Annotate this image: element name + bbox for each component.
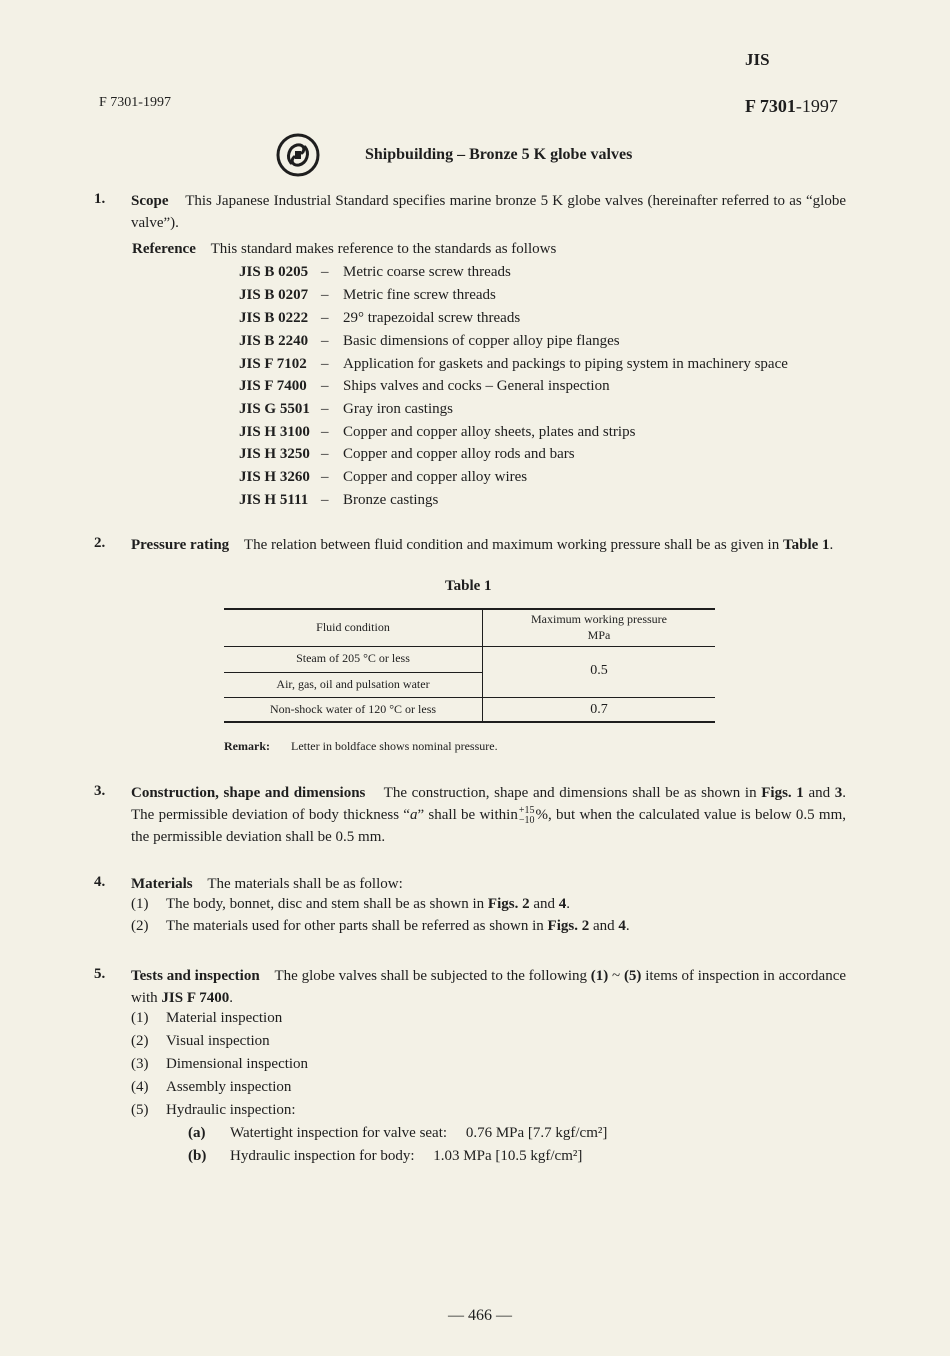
table-cell-pressure: 0.5 (590, 663, 608, 678)
reference-row (239, 401, 453, 418)
reference-row (239, 424, 635, 441)
section-heading-scope: Scope (131, 193, 169, 209)
tolerance-lower: −10 (518, 814, 535, 826)
table-rule (224, 646, 715, 647)
section-text-construction: ” shall be within (417, 807, 518, 823)
sub-list-item (188, 1125, 607, 1142)
reference-text: This standard makes reference to the standards as follows (210, 241, 557, 257)
section-text-pressure-end: . (829, 537, 834, 553)
reference-row (239, 264, 511, 281)
sub-list-item-number: (a) (188, 1125, 206, 1141)
list-item (131, 1102, 296, 1119)
figure-reference: Figs. 2 (487, 896, 530, 912)
list-item-number: (2) (131, 1033, 149, 1049)
list-item-text: Dimensional inspection (166, 1056, 309, 1072)
list-item-text: The materials used for other parts shall be referred as shown in (166, 918, 544, 934)
reference-dash: – (321, 424, 329, 440)
section-scope (131, 190, 846, 234)
tolerance (519, 806, 535, 826)
section-number-construction: 3. (94, 783, 106, 799)
section-text-construction: and (808, 785, 831, 801)
figure-reference: 4 (558, 896, 567, 912)
list-item (131, 1079, 291, 1096)
reference-row (239, 356, 788, 373)
table-header-fluid: Fluid condition (316, 620, 390, 634)
page-title: Shipbuilding – Bronze 5 K globe valves (365, 146, 633, 163)
document-code-left: F 7301-1997 (99, 95, 171, 110)
sub-list-item-value: 0.76 MPa [7.7 kgf/cm²] (465, 1125, 608, 1141)
list-item (131, 1056, 308, 1073)
table-rule (224, 672, 482, 673)
reference-dash: – (321, 356, 329, 372)
reference-dash: – (321, 333, 329, 349)
table-cell-fluid: Steam of 205 °C or less (296, 651, 410, 665)
sub-list-item-value: 1.03 MPa [10.5 kgf/cm²] (433, 1148, 583, 1164)
list-item (131, 1033, 270, 1050)
section-pressure (131, 534, 846, 556)
reference-title: Metric fine screw threads (343, 287, 496, 303)
range-start: (1) (590, 968, 609, 984)
reference-code: JIS H 3100 (239, 424, 310, 440)
reference-row (239, 446, 575, 463)
sub-list-item-number: (b) (188, 1148, 207, 1164)
reference-code: JIS H 5111 (239, 492, 309, 508)
table-cell-fluid: Non-shock water of 120 °C or less (269, 702, 437, 716)
section-text-pressure: The relation between fluid condition and maximum working pressure shall be as given in (243, 537, 780, 553)
table-reference: Table 1 (782, 537, 830, 553)
reference-title: Application for gaskets and packings to piping system in machinery space (343, 356, 788, 372)
table-cell-pressure: 0.7 (590, 702, 608, 717)
reference-title: Copper and copper alloy wires (343, 469, 528, 485)
reference-code: JIS B 0207 (239, 287, 309, 303)
section-number-tests: 5. (94, 966, 106, 982)
reference-title: Copper and copper alloy rods and bars (343, 446, 575, 462)
list-item-number: (4) (131, 1079, 149, 1095)
reference-row (239, 310, 520, 327)
range-end: (5) (623, 968, 642, 984)
section-number-materials: 4. (94, 874, 106, 890)
reference-dash: – (321, 310, 329, 326)
section-heading-construction: Construction, shape and dimensions (131, 785, 366, 801)
section-heading-pressure: Pressure rating (131, 537, 230, 553)
document-code-right (745, 96, 838, 117)
tolerance-upper: +15 (518, 804, 535, 816)
table-header-unit: MPa (587, 628, 611, 642)
reference-title: Basic dimensions of copper alloy pipe flanges (343, 333, 620, 349)
figure-reference: 4 (618, 918, 626, 934)
range-separator: ~ (612, 968, 621, 984)
figure-reference: Figs. 1 (761, 785, 804, 801)
sub-list-item (188, 1148, 582, 1165)
reference-code: JIS F 7400 (239, 378, 307, 394)
section-text-tests: items of inspection in accordance with (131, 968, 847, 1006)
section-text-construction: %, but when the calculated value is below 0.5 mm, the permissible deviation shall be 0.5 mm. (131, 807, 847, 845)
reference-code: JIS B 0205 (239, 264, 309, 280)
reference-code: JIS F 7102 (239, 356, 307, 372)
reference-title: Ships valves and cocks – General inspection (343, 378, 610, 394)
list-item-text: Material inspection (166, 1010, 283, 1026)
section-construction (131, 782, 846, 848)
reference-code: JIS G 5501 (239, 401, 310, 417)
reference-code: JIS B 2240 (239, 333, 309, 349)
section-heading-materials: Materials (131, 876, 193, 892)
section-number-pressure: 2. (94, 535, 106, 551)
reference-title: Copper and copper alloy sheets, plates and strips (343, 424, 636, 440)
document-code-right-prefix: F 7301 (745, 96, 796, 116)
figure-reference: Figs. 2 (547, 918, 590, 934)
reference-row (239, 333, 620, 350)
reference-dash: – (321, 264, 329, 280)
list-item-number: (2) (131, 918, 149, 934)
section-text-construction: The construction, shape and dimensions shall be as shown in (383, 785, 757, 801)
list-item-text: Assembly inspection (166, 1079, 292, 1095)
reference-dash: – (321, 401, 329, 417)
list-item-text: and (533, 896, 555, 912)
reference-title: 29° trapezoidal screw threads (343, 310, 521, 326)
reference-dash: – (321, 469, 329, 485)
page-number: — 466 — (448, 1307, 512, 1324)
table-rule (224, 608, 715, 610)
section-text-tests: . (229, 990, 233, 1006)
table-title: Table 1 (445, 578, 492, 594)
section-tests (131, 965, 846, 1009)
reference-code: JIS H 3250 (239, 446, 310, 462)
section-text-tests: The globe valves shall be subjected to the following (274, 968, 588, 984)
reference-code: JIS H 3260 (239, 469, 310, 485)
reference-title: Bronze castings (343, 492, 439, 508)
reference-title: Metric coarse screw threads (343, 264, 511, 280)
section-text-scope: This Japanese Industrial Standard specifies marine bronze 5 K globe valves (hereinafter referred to as “globe valve”). (131, 193, 846, 231)
section-materials (131, 873, 403, 895)
table-header-pressure: Maximum working pressure (531, 612, 667, 626)
jis-logo-icon (274, 131, 322, 179)
reference-row (239, 287, 496, 304)
list-item-text: The body, bonnet, disc and stem shall be as shown in (166, 896, 485, 912)
reference-dash: – (321, 287, 329, 303)
reference-dash: – (321, 446, 329, 462)
list-item-text: . (566, 896, 570, 912)
document-code-right-suffix: -1997 (795, 96, 838, 116)
list-item-text: Visual inspection (166, 1033, 270, 1049)
list-item-number: (1) (131, 1010, 149, 1026)
thickness-symbol: a (409, 807, 418, 823)
list-item-number: (5) (131, 1102, 149, 1118)
reference-heading: Reference (132, 241, 196, 257)
table-rule (224, 697, 715, 698)
list-item-text: and (592, 918, 615, 934)
table-remark (224, 739, 498, 754)
list-item-text: Hydraulic inspection: (166, 1102, 296, 1118)
reference-intro (132, 238, 556, 260)
table-rule (224, 721, 715, 723)
figure-reference: 3 (834, 785, 843, 801)
table-1 (224, 608, 715, 723)
list-item-text: . (625, 918, 630, 934)
reference-row (239, 492, 438, 509)
reference-dash: – (321, 378, 329, 394)
section-text-construction: . The permissible deviation of body thickness “ (131, 785, 847, 823)
list-item (131, 1010, 282, 1027)
reference-row (239, 378, 610, 395)
section-text-materials: The materials shall be as follow: (207, 876, 403, 892)
reference-dash: – (321, 492, 329, 508)
list-item-number: (3) (131, 1056, 149, 1072)
jis-mark: JIS (745, 50, 770, 69)
reference-code: JIS B 0222 (239, 310, 309, 326)
remark-label: Remark: (224, 739, 270, 753)
list-item (131, 896, 570, 913)
section-heading-tests: Tests and inspection (131, 968, 260, 984)
reference-row (239, 469, 527, 486)
reference-title: Gray iron castings (343, 401, 453, 417)
section-number-scope: 1. (94, 191, 106, 207)
list-item-number: (1) (131, 896, 149, 912)
sub-list-item-label: Hydraulic inspection for body: (230, 1148, 415, 1164)
table-cell-fluid: Air, gas, oil and pulsation water (276, 677, 430, 691)
remark-text: Letter in boldface shows nominal pressure. (290, 739, 498, 753)
sub-list-item-label: Watertight inspection for valve seat: (230, 1125, 448, 1141)
standard-reference: JIS F 7400 (161, 990, 230, 1006)
list-item (131, 918, 630, 935)
